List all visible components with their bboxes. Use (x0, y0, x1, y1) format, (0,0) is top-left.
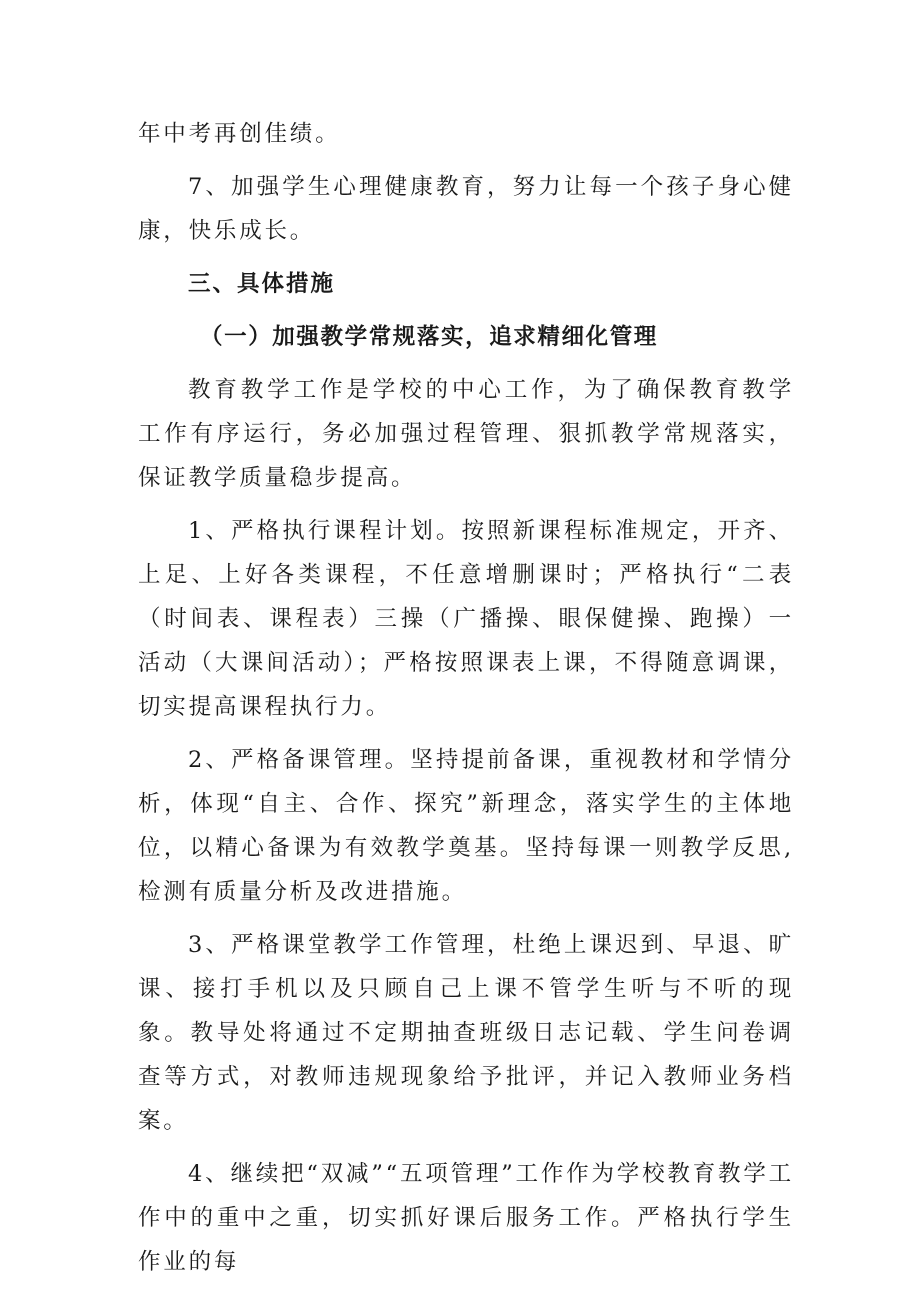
paragraph-continuation: 年中考再创佳绩。 (138, 121, 341, 147)
paragraph-item-2: 2、严格备课管理。坚持提前备课，重视教材和学情分析，体现“自主、合作、探究”新理念，落实学生的主体地位，以精心备课为有效教学奠基。坚持每课一则教学反思,检测有质量分析及改进措施。 (138, 747, 794, 905)
document-body (138, 112, 794, 1293)
paragraph-intro: 教育教学工作是学校的中心工作，为了确保教育教学工作有序运行，务必加强过程管理、狠抓教学常规落实，保证教学质量稳步提高。 (138, 377, 794, 491)
subsection-heading: （一）加强教学常规落实，追求精细化管理 (200, 324, 658, 350)
paragraph-item-3: 3、严格课堂教学工作管理，杜绝上课迟到、早退、旷课、接打手机以及只顾自己上课不管学生听与不听的现象。教导处将通过不定期抽查班级日志记载、学生问卷调查等方式，对教师违规现象给予批评，并记入教师业务档案。 (138, 932, 794, 1134)
paragraph-item-1: 1、严格执行课程计划。按照新课程标准规定，开齐、上足、上好各类课程，不任意增删课时；严格执行“二表（时间表、课程表）三操（广播操、眼保健操、跑操）一活动（大课间活动）；严格按照课表上课，不得随意调课，切实提高课程执行力。 (138, 518, 794, 720)
paragraph-item-4: 4、继续把“双减”“五项管理”工作作为学校教育教学工作中的重中之重，切实抓好课后服务工作。严格执行学生作业的每 (138, 1161, 794, 1275)
paragraph-item-7: 7、加强学生心理健康教育，努力让每一个孩子身心健康，快乐成长。 (138, 174, 794, 244)
section-heading: 三、具体措施 (188, 271, 336, 297)
